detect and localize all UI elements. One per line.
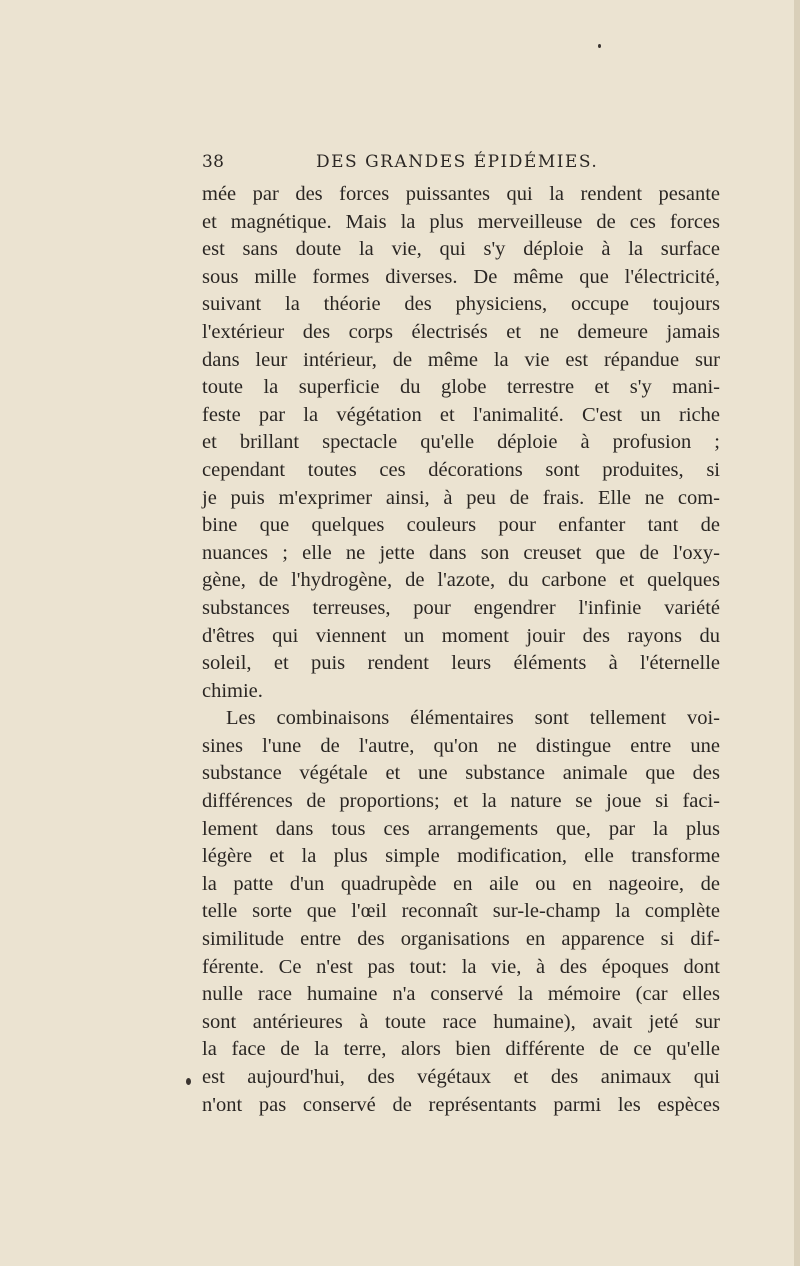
- text-line: chimie.: [202, 679, 263, 702]
- page-number: 38: [202, 152, 225, 172]
- text-line: la face de la terre, alors bien différente de ce qu'elle: [202, 1038, 720, 1061]
- text-line: bine que quelques couleurs pour enfanter tant de: [202, 514, 720, 537]
- text-line: férente. Ce n'est pas tout: la vie, à des époques dont: [202, 955, 720, 978]
- running-title: DES GRANDES ÉPIDÉMIES.: [316, 152, 599, 172]
- text-line: l'extérieur des corps électrisés et ne demeure jamais: [202, 320, 720, 343]
- text-line: cependant toutes ces décorations sont produites, si: [202, 458, 720, 481]
- text-line: nulle race humaine n'a conservé la mémoire (car elles: [202, 983, 720, 1006]
- text-line: mée par des forces puissantes qui la rendent pesante: [202, 183, 720, 205]
- body-text: [202, 181, 720, 1119]
- text-line: suivant la théorie des physiciens, occupe toujours: [202, 293, 720, 316]
- paragraph-first-line: Les combinaisons élémentaires sont tellement voi-: [226, 707, 720, 730]
- text-line: sines l'une de l'autre, qu'on ne distingue entre une: [202, 734, 720, 757]
- text-line: et brillant spectacle qu'elle déploie à profusion ;: [202, 431, 720, 454]
- text-line: toute la superficie du globe terrestre et s'y mani-: [202, 376, 720, 399]
- text-line: sous mille formes diverses. De même que l'électricité,: [202, 265, 720, 288]
- ink-speck: [598, 44, 601, 48]
- text-line: et magnétique. Mais la plus merveilleuse de ces forces: [202, 210, 720, 233]
- text-line: similitude entre des organisations en apparence si dif-: [202, 928, 720, 951]
- text-line: est sans doute la vie, qui s'y déploie à la surface: [202, 238, 720, 261]
- ink-speck: [186, 1078, 191, 1085]
- text-line: substances terreuses, pour engendrer l'infinie variété: [202, 596, 720, 619]
- text-line: telle sorte que l'œil reconnaît sur-le-champ la complète: [202, 900, 720, 923]
- text-line: sont antérieures à toute race humaine), avait jeté sur: [202, 1010, 720, 1033]
- text-line: nuances ; elle ne jette dans son creuset que de l'oxy-: [202, 541, 720, 564]
- text-line: d'êtres qui viennent un moment jouir des rayons du: [202, 624, 720, 647]
- page-edge: [794, 0, 800, 1266]
- text-line: lement dans tous ces arrangements que, par la plus: [202, 817, 720, 840]
- text-line: gène, de l'hydrogène, de l'azote, du carbone et quelques: [202, 569, 720, 592]
- text-line: différences de proportions; et la nature se joue si faci-: [202, 790, 720, 813]
- text-line: substance végétale et une substance animale que des: [202, 762, 720, 785]
- page-header: [202, 152, 722, 180]
- text-line: je puis m'exprimer ainsi, à peu de frais. Elle ne com-: [202, 486, 720, 509]
- text-line: soleil, et puis rendent leurs éléments à l'éternelle: [202, 652, 720, 675]
- text-line: est aujourd'hui, des végétaux et des animaux qui: [202, 1066, 720, 1088]
- text-line: n'ont pas conservé de représentants parmi les espèces: [202, 1093, 720, 1116]
- text-line: dans leur intérieur, de même la vie est répandue sur: [202, 348, 720, 371]
- text-line: la patte d'un quadrupède en aile ou en nageoire, de: [202, 872, 720, 895]
- text-line: légère et la plus simple modification, elle transforme: [202, 845, 720, 868]
- text-line: feste par la végétation et l'animalité. C'est un riche: [202, 403, 720, 426]
